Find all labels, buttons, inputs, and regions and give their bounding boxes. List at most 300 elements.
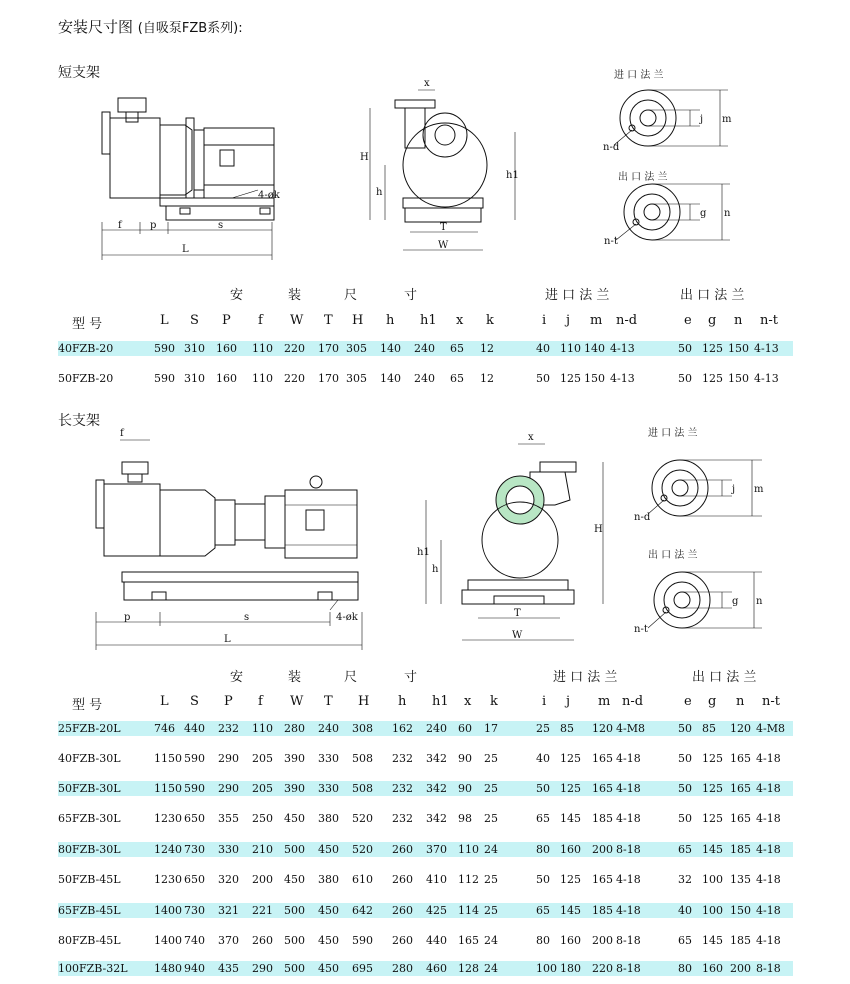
table-cell: 220 xyxy=(284,372,305,385)
table-cell: 65FZB-30L xyxy=(58,812,121,825)
table-cell: 280 xyxy=(284,722,305,735)
table-cell: 1400 xyxy=(154,934,182,947)
long-grp-install-2: 装 xyxy=(288,670,302,685)
table-cell: 150 xyxy=(728,342,749,355)
table-cell: 125 xyxy=(702,372,723,385)
table-cell: 110 xyxy=(252,342,273,355)
table-cell: 165 xyxy=(592,873,613,886)
table-cell: 185 xyxy=(592,904,613,917)
header-cell: m xyxy=(598,694,611,709)
table-cell: 40FZB-20 xyxy=(58,342,114,355)
long-grp-inlet: 进 口 法 兰 xyxy=(553,670,618,685)
header-cell: H xyxy=(358,694,370,709)
table-cell: 940 xyxy=(184,962,205,975)
table-cell: 4-18 xyxy=(616,873,641,886)
table-cell: 310 xyxy=(184,372,205,385)
long-grp-outlet: 出 口 法 兰 xyxy=(692,670,757,685)
table-cell: 1150 xyxy=(154,752,182,765)
table-cell: 65 xyxy=(678,843,692,856)
svg-text:4-øk: 4-øk xyxy=(258,190,280,201)
table-cell: 100FZB-32L xyxy=(58,962,128,975)
table-cell: 150 xyxy=(584,372,605,385)
table-cell: 160 xyxy=(216,342,237,355)
table-cell: 342 xyxy=(426,752,447,765)
svg-text:T: T xyxy=(514,608,521,619)
table-cell: 4-18 xyxy=(756,782,781,795)
table-cell: 330 xyxy=(318,782,339,795)
table-cell: 260 xyxy=(392,904,413,917)
short-inlet-flange xyxy=(603,68,732,153)
table-cell: 25 xyxy=(484,812,498,825)
table-cell: 160 xyxy=(702,962,723,975)
table-cell: 342 xyxy=(426,782,447,795)
table-cell: 4-13 xyxy=(754,372,779,385)
table-cell: 50FZB-45L xyxy=(58,873,121,886)
table-cell: 330 xyxy=(318,752,339,765)
header-cell: W xyxy=(290,313,304,328)
table-cell: 50 xyxy=(536,782,550,795)
svg-text:T: T xyxy=(440,222,447,233)
table-cell: 65FZB-45L xyxy=(58,904,121,917)
svg-text:m: m xyxy=(754,484,764,495)
table-cell: 1400 xyxy=(154,904,182,917)
header-cell: n-t xyxy=(762,694,780,709)
table-cell: 240 xyxy=(414,342,435,355)
long-grp-install-3: 尺 xyxy=(344,670,358,685)
table-cell: 12 xyxy=(480,372,494,385)
table-cell: 50 xyxy=(678,812,692,825)
header-cell: n-t xyxy=(760,313,778,328)
table-cell: 65 xyxy=(450,372,464,385)
table-cell: 40 xyxy=(536,342,550,355)
table-cell: 160 xyxy=(216,372,237,385)
svg-text:h: h xyxy=(376,187,383,198)
table-cell: 290 xyxy=(252,962,273,975)
section-title-short: 短支架 xyxy=(58,65,100,81)
header-cell: g xyxy=(708,313,717,328)
header-cell: n-d xyxy=(622,694,644,709)
header-cell: P xyxy=(224,694,233,709)
table-cell: 100 xyxy=(702,873,723,886)
table-cell: 642 xyxy=(352,904,373,917)
table-cell: 80 xyxy=(536,934,550,947)
header-cell: h xyxy=(386,313,395,328)
table-cell: 410 xyxy=(426,873,447,886)
table-cell: 232 xyxy=(392,752,413,765)
table-cell: 12 xyxy=(480,342,494,355)
table-cell: 120 xyxy=(592,722,613,735)
table-cell: 100 xyxy=(702,904,723,917)
table-cell: 150 xyxy=(730,904,751,917)
table-cell: 440 xyxy=(184,722,205,735)
title-sub: (自吸泵FZB系列): xyxy=(137,21,243,36)
table-cell: 450 xyxy=(318,934,339,947)
table-cell: 308 xyxy=(352,722,373,735)
svg-text:n-t: n-t xyxy=(634,624,648,635)
table-cell: 320 xyxy=(218,873,239,886)
svg-text:g: g xyxy=(732,596,739,607)
table-cell: 730 xyxy=(184,843,205,856)
table-cell: 17 xyxy=(484,722,498,735)
long-grp-install-4: 寸 xyxy=(404,670,418,685)
header-cell: k xyxy=(486,313,494,328)
table-cell: 435 xyxy=(218,962,239,975)
table-cell: 232 xyxy=(392,812,413,825)
table-cell: 746 xyxy=(154,722,175,735)
table-cell: 240 xyxy=(426,722,447,735)
table-cell: 4-18 xyxy=(616,752,641,765)
table-cell: 120 xyxy=(730,722,751,735)
table-cell: 221 xyxy=(252,904,273,917)
short-grp-install-4: 寸 xyxy=(404,288,418,303)
table-cell: 24 xyxy=(484,962,498,975)
section-title-long: 长支架 xyxy=(58,413,100,429)
header-cell: T xyxy=(324,313,333,328)
table-cell: 50 xyxy=(536,873,550,886)
svg-text:n-d: n-d xyxy=(603,142,620,153)
header-cell: n xyxy=(734,313,743,328)
table-cell: 25 xyxy=(484,752,498,765)
short-front-view xyxy=(360,78,519,251)
table-cell: 342 xyxy=(426,812,447,825)
table-cell: 8-18 xyxy=(616,962,641,975)
table-cell: 390 xyxy=(284,752,305,765)
header-cell: H xyxy=(352,313,364,328)
table-cell: 145 xyxy=(702,843,723,856)
table-cell: 290 xyxy=(218,752,239,765)
short-outlet-flange xyxy=(604,170,731,247)
table-cell: 695 xyxy=(352,962,373,975)
table-cell: 32 xyxy=(678,873,692,886)
table-cell: 232 xyxy=(218,722,239,735)
table-cell: 185 xyxy=(592,812,613,825)
table-cell: 50 xyxy=(678,782,692,795)
header-cell: T xyxy=(324,694,333,709)
table-cell: 90 xyxy=(458,752,472,765)
table-cell: 520 xyxy=(352,843,373,856)
table-cell: 125 xyxy=(560,782,581,795)
table-cell: 1230 xyxy=(154,812,182,825)
header-cell: L xyxy=(160,694,169,709)
table-cell: 165 xyxy=(592,782,613,795)
header-cell: S xyxy=(190,313,199,328)
svg-text:L: L xyxy=(182,244,189,255)
table-cell: 590 xyxy=(154,372,175,385)
svg-text:p: p xyxy=(150,220,157,231)
table-cell: 125 xyxy=(702,782,723,795)
table-cell: 1240 xyxy=(154,843,182,856)
svg-text:n-t: n-t xyxy=(604,236,618,247)
header-cell: e xyxy=(684,694,692,709)
table-cell: 4-13 xyxy=(610,372,635,385)
table-cell: 200 xyxy=(592,934,613,947)
table-cell: 85 xyxy=(702,722,716,735)
table-cell: 110 xyxy=(252,722,273,735)
table-cell: 425 xyxy=(426,904,447,917)
short-side-view xyxy=(102,98,281,260)
short-grp-install-3: 尺 xyxy=(344,288,358,303)
table-cell: 4-13 xyxy=(610,342,635,355)
table-cell: 321 xyxy=(218,904,239,917)
table-cell: 370 xyxy=(218,934,239,947)
table-cell: 1230 xyxy=(154,873,182,886)
table-cell: 24 xyxy=(484,843,498,856)
table-cell: 205 xyxy=(252,782,273,795)
short-grp-install-2: 装 xyxy=(288,288,302,303)
svg-text:n: n xyxy=(756,596,763,607)
table-cell: 50 xyxy=(536,372,550,385)
table-cell: 50FZB-30L xyxy=(58,782,121,795)
table-cell: 450 xyxy=(284,873,305,886)
svg-text:H: H xyxy=(594,524,603,535)
header-cell: h1 xyxy=(432,694,449,709)
table-cell: 165 xyxy=(730,752,751,765)
table-cell: 260 xyxy=(252,934,273,947)
table-cell: 50 xyxy=(678,722,692,735)
table-cell: 125 xyxy=(560,372,581,385)
table-cell: 65 xyxy=(450,342,464,355)
table-cell: 590 xyxy=(352,934,373,947)
table-cell: 50FZB-20 xyxy=(58,372,114,385)
header-cell: n-d xyxy=(616,313,638,328)
header-cell: P xyxy=(222,313,231,328)
svg-text:h1: h1 xyxy=(417,547,430,558)
svg-text:p: p xyxy=(124,612,131,623)
table-cell: 590 xyxy=(184,782,205,795)
table-cell: 145 xyxy=(560,812,581,825)
svg-text:x: x xyxy=(424,78,430,89)
table-cell: 260 xyxy=(392,873,413,886)
table-cell: 508 xyxy=(352,782,373,795)
table-cell: 65 xyxy=(536,812,550,825)
table-cell: 450 xyxy=(318,904,339,917)
table-cell: 280 xyxy=(392,962,413,975)
svg-text:进 口 法 兰: 进 口 法 兰 xyxy=(614,70,664,81)
table-cell: 730 xyxy=(184,904,205,917)
table-cell: 450 xyxy=(318,962,339,975)
table-cell: 80FZB-30L xyxy=(58,843,121,856)
table-cell: 25 xyxy=(536,722,550,735)
header-cell: i xyxy=(542,694,547,709)
svg-text:出 口 法 兰: 出 口 法 兰 xyxy=(618,172,668,183)
table-cell: 25 xyxy=(484,904,498,917)
table-cell: 380 xyxy=(318,812,339,825)
table-cell: 590 xyxy=(154,342,175,355)
table-cell: 114 xyxy=(458,904,479,917)
table-cell: 8-18 xyxy=(616,934,641,947)
table-cell: 50 xyxy=(678,342,692,355)
table-cell: 150 xyxy=(728,372,749,385)
table-cell: 355 xyxy=(218,812,239,825)
table-cell: 100 xyxy=(536,962,557,975)
table-cell: 25 xyxy=(484,782,498,795)
table-cell: 4-13 xyxy=(754,342,779,355)
svg-text:4-øk: 4-øk xyxy=(336,612,358,623)
table-cell: 240 xyxy=(318,722,339,735)
table-cell: 24 xyxy=(484,934,498,947)
table-cell: 140 xyxy=(584,342,605,355)
table-cell: 500 xyxy=(284,934,305,947)
svg-text:s: s xyxy=(218,220,224,231)
table-cell: 650 xyxy=(184,873,205,886)
table-cell: 110 xyxy=(252,372,273,385)
header-cell: 型 号 xyxy=(72,698,103,713)
short-grp-outlet: 出 口 法 兰 xyxy=(680,288,745,303)
table-cell: 210 xyxy=(252,843,273,856)
table-cell: 450 xyxy=(284,812,305,825)
table-cell: 200 xyxy=(730,962,751,975)
table-cell: 740 xyxy=(184,934,205,947)
table-cell: 1480 xyxy=(154,962,182,975)
table-cell: 125 xyxy=(702,752,723,765)
table-cell: 160 xyxy=(560,934,581,947)
header-cell: x xyxy=(464,694,472,709)
table-cell: 4-18 xyxy=(616,904,641,917)
table-cell: 305 xyxy=(346,372,367,385)
table-cell: 165 xyxy=(730,782,751,795)
table-cell: 65 xyxy=(678,934,692,947)
table-cell: 8-18 xyxy=(616,843,641,856)
header-cell: S xyxy=(190,694,199,709)
header-cell: m xyxy=(590,313,603,328)
table-cell: 40 xyxy=(536,752,550,765)
table-cell: 170 xyxy=(318,342,339,355)
header-cell: n xyxy=(736,694,745,709)
table-cell: 140 xyxy=(380,342,401,355)
header-cell: f xyxy=(258,313,263,328)
table-cell: 110 xyxy=(560,342,581,355)
table-cell: 98 xyxy=(458,812,472,825)
svg-text:g: g xyxy=(700,208,707,219)
table-cell: 145 xyxy=(702,934,723,947)
table-cell: 90 xyxy=(458,782,472,795)
header-cell: e xyxy=(684,313,692,328)
table-cell: 165 xyxy=(458,934,479,947)
table-cell: 450 xyxy=(318,843,339,856)
table-cell: 500 xyxy=(284,843,305,856)
table-cell: 60 xyxy=(458,722,472,735)
table-cell: 125 xyxy=(560,752,581,765)
header-cell: g xyxy=(708,694,717,709)
svg-text:W: W xyxy=(512,630,523,641)
table-cell: 4-M8 xyxy=(756,722,785,735)
table-cell: 80 xyxy=(536,843,550,856)
table-cell: 170 xyxy=(318,372,339,385)
svg-text:W: W xyxy=(438,240,449,251)
header-cell: h1 xyxy=(420,313,437,328)
table-cell: 200 xyxy=(592,843,613,856)
table-cell: 650 xyxy=(184,812,205,825)
table-cell: 390 xyxy=(284,782,305,795)
table-cell: 4-18 xyxy=(756,843,781,856)
long-grp-install-1: 安 xyxy=(230,670,244,685)
long-front-view xyxy=(417,432,603,641)
table-cell: 370 xyxy=(426,843,447,856)
table-cell: 4-18 xyxy=(756,904,781,917)
table-cell: 240 xyxy=(414,372,435,385)
table-cell: 110 xyxy=(458,843,479,856)
table-cell: 330 xyxy=(218,843,239,856)
table-cell: 165 xyxy=(730,812,751,825)
table-cell: 135 xyxy=(730,873,751,886)
table-cell: 4-18 xyxy=(756,812,781,825)
svg-text:出 口 法 兰: 出 口 法 兰 xyxy=(648,550,698,561)
table-cell: 65 xyxy=(536,904,550,917)
table-cell: 8-18 xyxy=(756,962,781,975)
table-cell: 40 xyxy=(678,904,692,917)
table-cell: 380 xyxy=(318,873,339,886)
table-cell: 125 xyxy=(702,812,723,825)
table-cell: 125 xyxy=(702,342,723,355)
svg-text:h1: h1 xyxy=(506,170,519,181)
table-cell: 508 xyxy=(352,752,373,765)
header-cell: 型 号 xyxy=(72,317,103,332)
short-grp-install-1: 安 xyxy=(230,288,244,303)
svg-text:n: n xyxy=(724,208,731,219)
table-cell: 4-M8 xyxy=(616,722,645,735)
long-inlet-flange xyxy=(634,426,764,523)
table-cell: 1150 xyxy=(154,782,182,795)
svg-text:h: h xyxy=(432,564,439,575)
table-cell: 220 xyxy=(284,342,305,355)
table-cell: 162 xyxy=(392,722,413,735)
table-cell: 500 xyxy=(284,904,305,917)
table-cell: 4-18 xyxy=(756,934,781,947)
svg-text:f: f xyxy=(118,220,122,231)
table-cell: 232 xyxy=(392,782,413,795)
header-cell: x xyxy=(456,313,464,328)
header-cell: i xyxy=(542,313,547,328)
table-cell: 145 xyxy=(560,904,581,917)
table-cell: 50 xyxy=(678,372,692,385)
table-cell: 4-18 xyxy=(616,782,641,795)
table-cell: 4-18 xyxy=(756,873,781,886)
long-outlet-flange xyxy=(634,548,763,635)
header-cell: j xyxy=(566,694,571,709)
title-main: 安装尺寸图 xyxy=(58,18,134,36)
table-cell: 290 xyxy=(218,782,239,795)
long-side-view xyxy=(96,428,362,650)
svg-text:j: j xyxy=(732,484,736,495)
table-cell: 112 xyxy=(458,873,479,886)
table-cell: 80 xyxy=(678,962,692,975)
table-cell: 25FZB-20L xyxy=(58,722,121,735)
table-cell: 205 xyxy=(252,752,273,765)
table-cell: 125 xyxy=(560,873,581,886)
table-cell: 440 xyxy=(426,934,447,947)
svg-text:j: j xyxy=(700,114,704,125)
svg-text:n-d: n-d xyxy=(634,512,651,523)
header-cell: L xyxy=(160,313,169,328)
table-cell: 310 xyxy=(184,342,205,355)
svg-text:m: m xyxy=(722,114,732,125)
table-cell: 40FZB-30L xyxy=(58,752,121,765)
table-cell: 25 xyxy=(484,873,498,886)
table-cell: 250 xyxy=(252,812,273,825)
header-cell: f xyxy=(258,694,263,709)
header-cell: j xyxy=(566,313,571,328)
table-cell: 460 xyxy=(426,962,447,975)
svg-text:H: H xyxy=(360,152,369,163)
table-cell: 4-18 xyxy=(756,752,781,765)
table-cell: 165 xyxy=(592,752,613,765)
table-cell: 85 xyxy=(560,722,574,735)
table-cell: 185 xyxy=(730,934,751,947)
table-cell: 80FZB-45L xyxy=(58,934,121,947)
table-cell: 260 xyxy=(392,843,413,856)
table-cell: 140 xyxy=(380,372,401,385)
header-cell: W xyxy=(290,694,304,709)
